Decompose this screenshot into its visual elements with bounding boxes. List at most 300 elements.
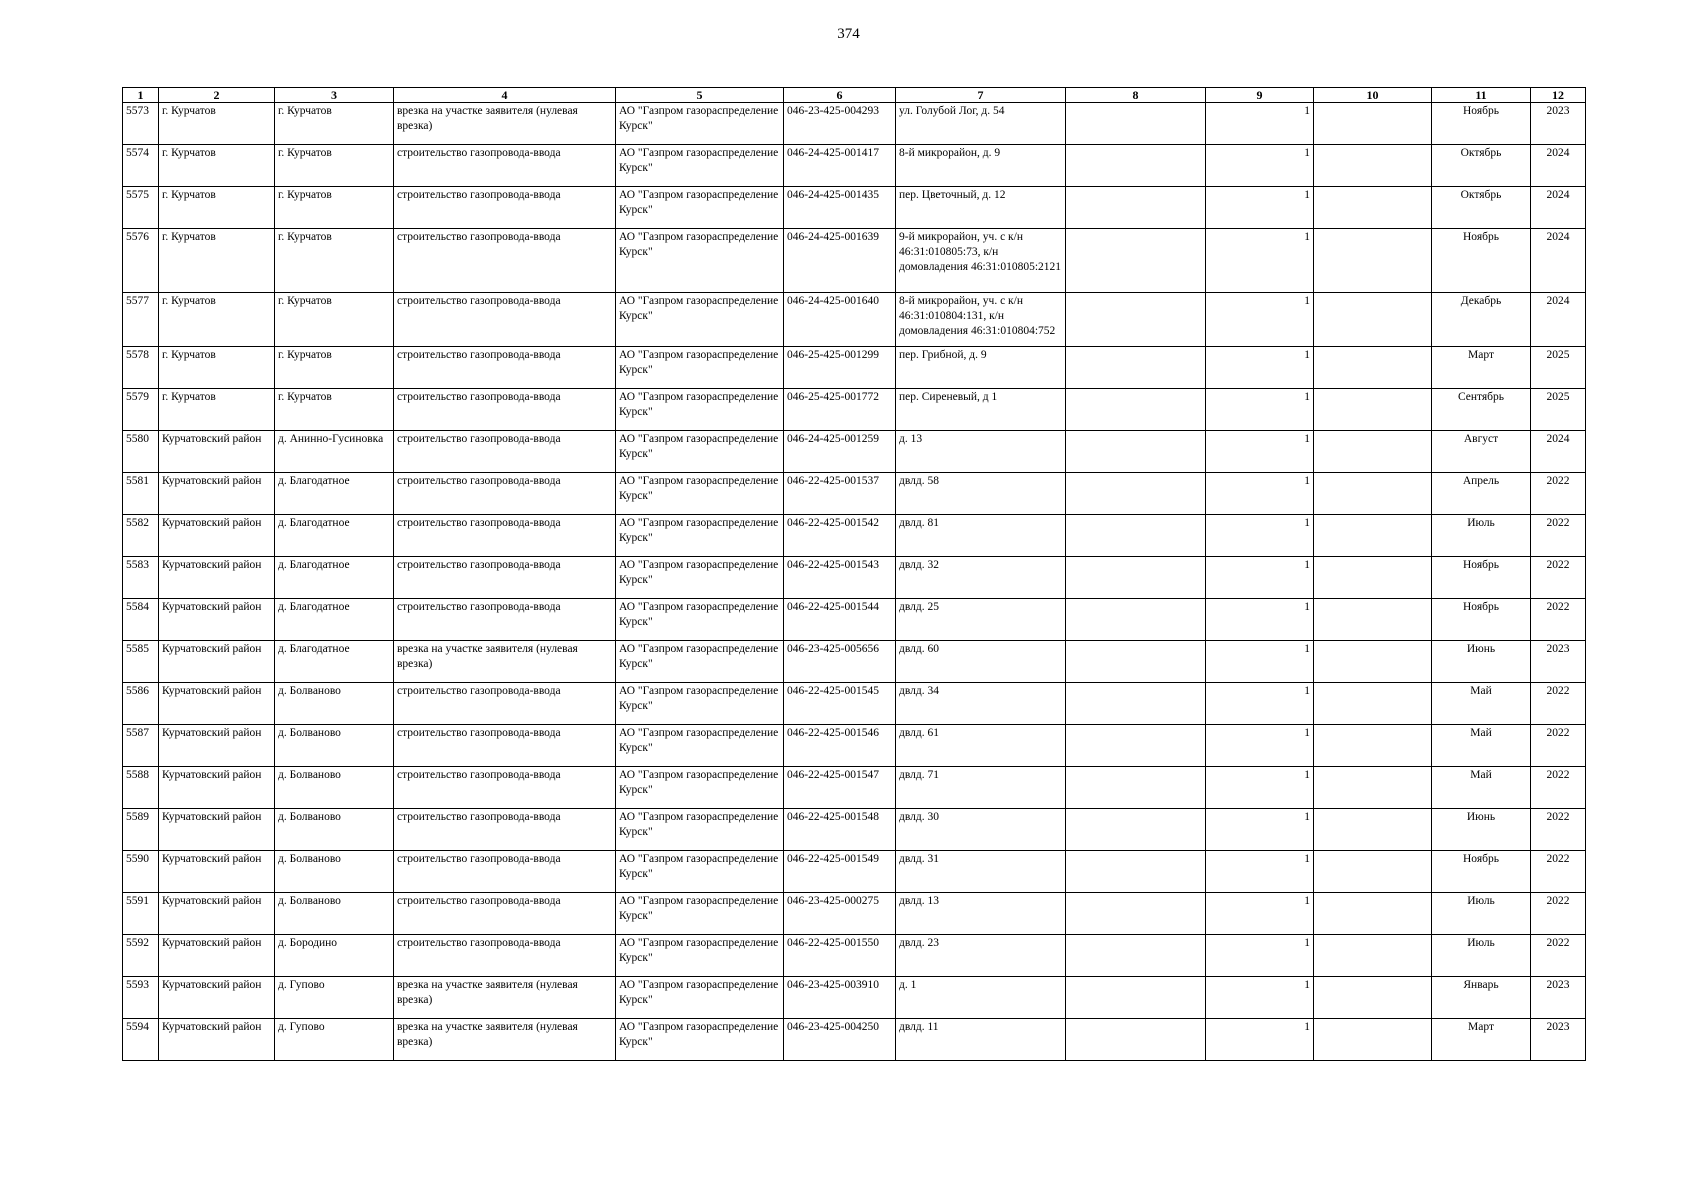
cell-col-9: 1 xyxy=(1206,977,1314,1019)
cell-col-6: 046-24-425-001640 xyxy=(784,293,896,347)
cell-col-10 xyxy=(1314,725,1432,767)
address-text: двлд. 30 xyxy=(899,811,939,823)
row-number-cell: 5575 xyxy=(123,187,159,229)
cell-col-10 xyxy=(1314,683,1432,725)
data-table xyxy=(122,87,1586,1061)
cell-col-11: Октябрь xyxy=(1432,145,1531,187)
cell-col-8 xyxy=(1066,851,1206,893)
row-number-cell: 5590 xyxy=(123,851,159,893)
cell-col-3: д. Гупово xyxy=(275,977,394,1019)
cell-col-4: строительство газопровода-ввода xyxy=(394,473,616,515)
cell-col-6: 046-24-425-001639 xyxy=(784,229,896,293)
cell-col-3: д. Благодатное xyxy=(275,473,394,515)
cell-col-5: АО "Газпром газораспределение Курск" xyxy=(616,515,784,557)
cell-col-6: 046-23-425-004293 xyxy=(784,103,896,145)
row-number-cell: 5591 xyxy=(123,893,159,935)
table-row xyxy=(123,977,1586,1019)
cell-col-5: АО "Газпром газораспределение Курск" xyxy=(616,725,784,767)
column-header-11: 11 xyxy=(1432,88,1531,103)
cell-col-9: 1 xyxy=(1206,683,1314,725)
address-text: пер. Сиреневый, д 1 xyxy=(899,391,998,403)
cell-col-6: 046-24-425-001417 xyxy=(784,145,896,187)
cell-col-8 xyxy=(1066,599,1206,641)
cell-col-11: Декабрь xyxy=(1432,293,1531,347)
cell-col-5: АО "Газпром газораспределение Курск" xyxy=(616,977,784,1019)
cell-col-9: 1 xyxy=(1206,557,1314,599)
cell-col-7 xyxy=(896,347,1066,389)
cell-col-9: 1 xyxy=(1206,1019,1314,1061)
cell-col-5: АО "Газпром газораспределение Курск" xyxy=(616,145,784,187)
cell-col-4: врезка на участке заявителя (нулевая врезка) xyxy=(394,1019,616,1061)
cell-col-2: г. Курчатов xyxy=(159,145,275,187)
cell-col-8 xyxy=(1066,725,1206,767)
cell-col-11: Март xyxy=(1432,1019,1531,1061)
cell-col-9: 1 xyxy=(1206,145,1314,187)
cell-col-10 xyxy=(1314,389,1432,431)
cell-col-4: строительство газопровода-ввода xyxy=(394,809,616,851)
table-row xyxy=(123,725,1586,767)
cell-col-10 xyxy=(1314,641,1432,683)
cell-col-12: 2024 xyxy=(1531,229,1586,293)
address-text: д. 13 xyxy=(899,433,923,445)
cell-col-3: д. Благодатное xyxy=(275,557,394,599)
cell-col-12: 2023 xyxy=(1531,103,1586,145)
cell-col-5: АО "Газпром газораспределение Курск" xyxy=(616,229,784,293)
address-text: д. 1 xyxy=(899,979,917,991)
cell-col-10 xyxy=(1314,767,1432,809)
cell-col-6: 046-24-425-001259 xyxy=(784,431,896,473)
table-row xyxy=(123,389,1586,431)
cell-col-11: Август xyxy=(1432,431,1531,473)
cell-col-6: 046-23-425-003910 xyxy=(784,977,896,1019)
cell-col-8 xyxy=(1066,145,1206,187)
cell-col-11: Январь xyxy=(1432,977,1531,1019)
cell-col-2: Курчатовский район xyxy=(159,515,275,557)
cell-col-4: строительство газопровода-ввода xyxy=(394,229,616,293)
cell-col-12: 2023 xyxy=(1531,641,1586,683)
cell-col-11: Май xyxy=(1432,767,1531,809)
table-row xyxy=(123,187,1586,229)
cell-col-10 xyxy=(1314,809,1432,851)
table-row xyxy=(123,893,1586,935)
column-header-9: 9 xyxy=(1206,88,1314,103)
row-number-cell: 5583 xyxy=(123,557,159,599)
cell-col-8 xyxy=(1066,893,1206,935)
column-header-8: 8 xyxy=(1066,88,1206,103)
cell-col-11: Сентябрь xyxy=(1432,389,1531,431)
cell-col-7 xyxy=(896,767,1066,809)
table-row xyxy=(123,473,1586,515)
cell-col-3: г. Курчатов xyxy=(275,145,394,187)
cell-col-4: строительство газопровода-ввода xyxy=(394,683,616,725)
cell-col-2: Курчатовский район xyxy=(159,683,275,725)
cell-col-3: г. Курчатов xyxy=(275,347,394,389)
cell-col-7 xyxy=(896,187,1066,229)
column-header-1: 1 xyxy=(123,88,159,103)
cell-col-9: 1 xyxy=(1206,893,1314,935)
cell-col-6: 046-25-425-001299 xyxy=(784,347,896,389)
cell-col-12: 2022 xyxy=(1531,851,1586,893)
address-text: двлд. 81 xyxy=(899,517,939,529)
cell-col-8 xyxy=(1066,187,1206,229)
cell-col-2: Курчатовский район xyxy=(159,767,275,809)
cell-col-10 xyxy=(1314,557,1432,599)
cell-col-12: 2023 xyxy=(1531,977,1586,1019)
cell-col-4: строительство газопровода-ввода xyxy=(394,725,616,767)
cell-col-8 xyxy=(1066,767,1206,809)
cell-col-11: Май xyxy=(1432,683,1531,725)
cell-col-12: 2022 xyxy=(1531,557,1586,599)
cell-col-10 xyxy=(1314,187,1432,229)
cell-col-7 xyxy=(896,473,1066,515)
cell-col-9: 1 xyxy=(1206,767,1314,809)
cell-col-5: АО "Газпром газораспределение Курск" xyxy=(616,347,784,389)
cell-col-4: строительство газопровода-ввода xyxy=(394,851,616,893)
cell-col-10 xyxy=(1314,145,1432,187)
cell-col-5: АО "Газпром газораспределение Курск" xyxy=(616,851,784,893)
address-text: двлд. 13 xyxy=(899,895,939,907)
column-header-5: 5 xyxy=(616,88,784,103)
cell-col-4: строительство газопровода-ввода xyxy=(394,935,616,977)
row-number-cell: 5581 xyxy=(123,473,159,515)
table-row xyxy=(123,683,1586,725)
cell-col-10 xyxy=(1314,599,1432,641)
row-number-cell: 5580 xyxy=(123,431,159,473)
cell-col-3: д. Благодатное xyxy=(275,515,394,557)
column-header-12: 12 xyxy=(1531,88,1586,103)
row-number-cell: 5585 xyxy=(123,641,159,683)
cell-col-9: 1 xyxy=(1206,389,1314,431)
cell-col-8 xyxy=(1066,473,1206,515)
cell-col-11: Июль xyxy=(1432,935,1531,977)
cell-col-5: АО "Газпром газораспределение Курск" xyxy=(616,935,784,977)
address-text: двлд. 11 xyxy=(899,1021,939,1033)
cell-col-2: г. Курчатов xyxy=(159,103,275,145)
cell-col-6: 046-22-425-001537 xyxy=(784,473,896,515)
cell-col-9: 1 xyxy=(1206,293,1314,347)
address-text: 8-й микрорайон, д. 9 xyxy=(899,147,1001,159)
address-text: двлд. 60 xyxy=(899,643,939,655)
cell-col-5: АО "Газпром газораспределение Курск" xyxy=(616,599,784,641)
cell-col-10 xyxy=(1314,851,1432,893)
cell-col-6: 046-22-425-001544 xyxy=(784,599,896,641)
cell-col-12: 2024 xyxy=(1531,145,1586,187)
cell-col-3: д. Болваново xyxy=(275,851,394,893)
address-text: двлд. 71 xyxy=(899,769,939,781)
address-text: двлд. 31 xyxy=(899,853,939,865)
cell-col-8 xyxy=(1066,1019,1206,1061)
table-row xyxy=(123,431,1586,473)
cell-col-4: врезка на участке заявителя (нулевая врезка) xyxy=(394,977,616,1019)
cell-col-3: д. Благодатное xyxy=(275,641,394,683)
cell-col-9: 1 xyxy=(1206,103,1314,145)
cell-col-2: г. Курчатов xyxy=(159,347,275,389)
cell-col-5: АО "Газпром газораспределение Курск" xyxy=(616,683,784,725)
cell-col-11: Ноябрь xyxy=(1432,229,1531,293)
cell-col-8 xyxy=(1066,935,1206,977)
cell-col-6: 046-23-425-005656 xyxy=(784,641,896,683)
cell-col-4: строительство газопровода-ввода xyxy=(394,347,616,389)
cell-col-3: д. Болваново xyxy=(275,809,394,851)
cell-col-12: 2022 xyxy=(1531,473,1586,515)
cell-col-2: Курчатовский район xyxy=(159,935,275,977)
column-header-6: 6 xyxy=(784,88,896,103)
row-number-cell: 5578 xyxy=(123,347,159,389)
cell-col-8 xyxy=(1066,293,1206,347)
row-number-cell: 5586 xyxy=(123,683,159,725)
cell-col-3: д. Болваново xyxy=(275,683,394,725)
cell-col-9: 1 xyxy=(1206,725,1314,767)
cell-col-8 xyxy=(1066,977,1206,1019)
table-row xyxy=(123,1019,1586,1061)
cell-col-4: врезка на участке заявителя (нулевая врезка) xyxy=(394,103,616,145)
row-number-cell: 5587 xyxy=(123,725,159,767)
cell-col-8 xyxy=(1066,229,1206,293)
cell-col-6: 046-22-425-001542 xyxy=(784,515,896,557)
cell-col-10 xyxy=(1314,1019,1432,1061)
cell-col-11: Июль xyxy=(1432,515,1531,557)
cell-col-12: 2024 xyxy=(1531,187,1586,229)
cell-col-5: АО "Газпром газораспределение Курск" xyxy=(616,641,784,683)
address-text: ул. Голубой Лог, д. 54 xyxy=(899,105,1005,117)
row-number-cell: 5594 xyxy=(123,1019,159,1061)
cell-col-3: г. Курчатов xyxy=(275,187,394,229)
cell-col-2: Курчатовский район xyxy=(159,725,275,767)
cell-col-5: АО "Газпром газораспределение Курск" xyxy=(616,893,784,935)
cell-col-12: 2022 xyxy=(1531,515,1586,557)
row-number-cell: 5593 xyxy=(123,977,159,1019)
cell-col-4: строительство газопровода-ввода xyxy=(394,893,616,935)
cell-col-11: Ноябрь xyxy=(1432,599,1531,641)
cell-col-11: Ноябрь xyxy=(1432,851,1531,893)
cell-col-5: АО "Газпром газораспределение Курск" xyxy=(616,473,784,515)
cell-col-2: Курчатовский район xyxy=(159,893,275,935)
cell-col-10 xyxy=(1314,293,1432,347)
address-text: 9-й микрорайон, уч. с к/н 46:31:010805:73, к/н домовладения 46:31:010805:2121 xyxy=(899,231,1062,273)
cell-col-9: 1 xyxy=(1206,431,1314,473)
address-text: двлд. 58 xyxy=(899,475,939,487)
cell-col-6: 046-23-425-000275 xyxy=(784,893,896,935)
address-text: двлд. 23 xyxy=(899,937,939,949)
row-number-cell: 5576 xyxy=(123,229,159,293)
cell-col-10 xyxy=(1314,893,1432,935)
cell-col-7 xyxy=(896,557,1066,599)
cell-col-8 xyxy=(1066,515,1206,557)
row-number-cell: 5589 xyxy=(123,809,159,851)
address-text: двлд. 61 xyxy=(899,727,939,739)
cell-col-10 xyxy=(1314,229,1432,293)
row-number-cell: 5579 xyxy=(123,389,159,431)
page-number: 374 xyxy=(837,26,860,42)
cell-col-12: 2025 xyxy=(1531,347,1586,389)
cell-col-6: 046-22-425-001546 xyxy=(784,725,896,767)
cell-col-4: строительство газопровода-ввода xyxy=(394,145,616,187)
cell-col-9: 1 xyxy=(1206,935,1314,977)
cell-col-12: 2025 xyxy=(1531,389,1586,431)
cell-col-3: г. Курчатов xyxy=(275,389,394,431)
table-row xyxy=(123,347,1586,389)
cell-col-2: Курчатовский район xyxy=(159,557,275,599)
cell-col-11: Ноябрь xyxy=(1432,557,1531,599)
cell-col-10 xyxy=(1314,347,1432,389)
cell-col-12: 2022 xyxy=(1531,599,1586,641)
cell-col-8 xyxy=(1066,557,1206,599)
cell-col-10 xyxy=(1314,977,1432,1019)
cell-col-2: г. Курчатов xyxy=(159,229,275,293)
cell-col-12: 2023 xyxy=(1531,1019,1586,1061)
cell-col-9: 1 xyxy=(1206,473,1314,515)
cell-col-8 xyxy=(1066,683,1206,725)
table-row xyxy=(123,145,1586,187)
cell-col-2: Курчатовский район xyxy=(159,431,275,473)
cell-col-3: г. Курчатов xyxy=(275,103,394,145)
cell-col-2: Курчатовский район xyxy=(159,599,275,641)
column-header-2: 2 xyxy=(159,88,275,103)
cell-col-4: строительство газопровода-ввода xyxy=(394,515,616,557)
cell-col-8 xyxy=(1066,347,1206,389)
cell-col-12: 2022 xyxy=(1531,893,1586,935)
cell-col-5: АО "Газпром газораспределение Курск" xyxy=(616,809,784,851)
cell-col-6: 046-24-425-001435 xyxy=(784,187,896,229)
table-row xyxy=(123,851,1586,893)
cell-col-11: Июль xyxy=(1432,893,1531,935)
cell-col-12: 2022 xyxy=(1531,935,1586,977)
cell-col-8 xyxy=(1066,431,1206,473)
cell-col-4: строительство газопровода-ввода xyxy=(394,389,616,431)
cell-col-6: 046-22-425-001547 xyxy=(784,767,896,809)
cell-col-6: 046-22-425-001545 xyxy=(784,683,896,725)
cell-col-10 xyxy=(1314,935,1432,977)
table-row xyxy=(123,515,1586,557)
cell-col-10 xyxy=(1314,103,1432,145)
row-number-cell: 5592 xyxy=(123,935,159,977)
cell-col-7 xyxy=(896,389,1066,431)
row-number-cell: 5577 xyxy=(123,293,159,347)
cell-col-5: АО "Газпром газораспределение Курск" xyxy=(616,431,784,473)
cell-col-10 xyxy=(1314,431,1432,473)
cell-col-5: АО "Газпром газораспределение Курск" xyxy=(616,187,784,229)
cell-col-2: Курчатовский район xyxy=(159,809,275,851)
table-row xyxy=(123,641,1586,683)
cell-col-11: Май xyxy=(1432,725,1531,767)
address-text: пер. Грибной, д. 9 xyxy=(899,349,987,361)
cell-col-7 xyxy=(896,515,1066,557)
cell-col-4: строительство газопровода-ввода xyxy=(394,767,616,809)
cell-col-7 xyxy=(896,599,1066,641)
cell-col-5: АО "Газпром газораспределение Курск" xyxy=(616,1019,784,1061)
cell-col-2: Курчатовский район xyxy=(159,641,275,683)
column-header-7: 7 xyxy=(896,88,1066,103)
table-row xyxy=(123,809,1586,851)
cell-col-3: д. Болваново xyxy=(275,893,394,935)
cell-col-3: г. Курчатов xyxy=(275,229,394,293)
cell-col-4: строительство газопровода-ввода xyxy=(394,557,616,599)
cell-col-3: д. Болваново xyxy=(275,725,394,767)
cell-col-7 xyxy=(896,725,1066,767)
cell-col-7 xyxy=(896,431,1066,473)
cell-col-10 xyxy=(1314,515,1432,557)
cell-col-9: 1 xyxy=(1206,851,1314,893)
cell-col-7 xyxy=(896,893,1066,935)
cell-col-5: АО "Газпром газораспределение Курск" xyxy=(616,389,784,431)
cell-col-12: 2022 xyxy=(1531,809,1586,851)
column-header-4: 4 xyxy=(394,88,616,103)
cell-col-7 xyxy=(896,1019,1066,1061)
cell-col-2: Курчатовский район xyxy=(159,1019,275,1061)
cell-col-9: 1 xyxy=(1206,187,1314,229)
cell-col-9: 1 xyxy=(1206,599,1314,641)
address-text: 8-й микрорайон, уч. с к/н 46:31:010804:131, к/н домовладения 46:31:010804:752 xyxy=(899,295,1056,337)
cell-col-7 xyxy=(896,809,1066,851)
cell-col-2: г. Курчатов xyxy=(159,293,275,347)
column-header-10: 10 xyxy=(1314,88,1432,103)
row-number-cell: 5588 xyxy=(123,767,159,809)
address-text: пер. Цветочный, д. 12 xyxy=(899,189,1006,201)
cell-col-9: 1 xyxy=(1206,229,1314,293)
table-row xyxy=(123,229,1586,293)
cell-col-2: Курчатовский район xyxy=(159,473,275,515)
cell-col-9: 1 xyxy=(1206,347,1314,389)
cell-col-7 xyxy=(896,293,1066,347)
table-row xyxy=(123,557,1586,599)
cell-col-6: 046-22-425-001549 xyxy=(784,851,896,893)
cell-col-3: д. Анинно-Гусиновка xyxy=(275,431,394,473)
cell-col-5: АО "Газпром газораспределение Курск" xyxy=(616,557,784,599)
cell-col-6: 046-22-425-001548 xyxy=(784,809,896,851)
cell-col-12: 2024 xyxy=(1531,293,1586,347)
address-text: двлд. 25 xyxy=(899,601,939,613)
row-number-cell: 5582 xyxy=(123,515,159,557)
cell-col-6: 046-22-425-001550 xyxy=(784,935,896,977)
cell-col-4: строительство газопровода-ввода xyxy=(394,187,616,229)
cell-col-8 xyxy=(1066,641,1206,683)
cell-col-9: 1 xyxy=(1206,641,1314,683)
cell-col-12: 2024 xyxy=(1531,431,1586,473)
cell-col-11: Март xyxy=(1432,347,1531,389)
cell-col-6: 046-23-425-004250 xyxy=(784,1019,896,1061)
cell-col-5: АО "Газпром газораспределение Курск" xyxy=(616,767,784,809)
column-header-3: 3 xyxy=(275,88,394,103)
row-number-cell: 5573 xyxy=(123,103,159,145)
cell-col-4: строительство газопровода-ввода xyxy=(394,599,616,641)
cell-col-3: д. Болваново xyxy=(275,767,394,809)
cell-col-11: Ноябрь xyxy=(1432,103,1531,145)
cell-col-2: г. Курчатов xyxy=(159,187,275,229)
cell-col-8 xyxy=(1066,389,1206,431)
cell-col-3: д. Благодатное xyxy=(275,599,394,641)
cell-col-10 xyxy=(1314,473,1432,515)
cell-col-4: строительство газопровода-ввода xyxy=(394,431,616,473)
cell-col-11: Июнь xyxy=(1432,809,1531,851)
cell-col-9: 1 xyxy=(1206,809,1314,851)
cell-col-7 xyxy=(896,935,1066,977)
cell-col-7 xyxy=(896,683,1066,725)
cell-col-4: строительство газопровода-ввода xyxy=(394,293,616,347)
cell-col-5: АО "Газпром газораспределение Курск" xyxy=(616,293,784,347)
address-text: двлд. 32 xyxy=(899,559,939,571)
cell-col-9: 1 xyxy=(1206,515,1314,557)
cell-col-7 xyxy=(896,851,1066,893)
cell-col-4: врезка на участке заявителя (нулевая врезка) xyxy=(394,641,616,683)
cell-col-7 xyxy=(896,145,1066,187)
cell-col-11: Октябрь xyxy=(1432,187,1531,229)
cell-col-11: Апрель xyxy=(1432,473,1531,515)
cell-col-2: Курчатовский район xyxy=(159,851,275,893)
cell-col-2: Курчатовский район xyxy=(159,977,275,1019)
cell-col-12: 2022 xyxy=(1531,725,1586,767)
cell-col-8 xyxy=(1066,809,1206,851)
table-row xyxy=(123,599,1586,641)
